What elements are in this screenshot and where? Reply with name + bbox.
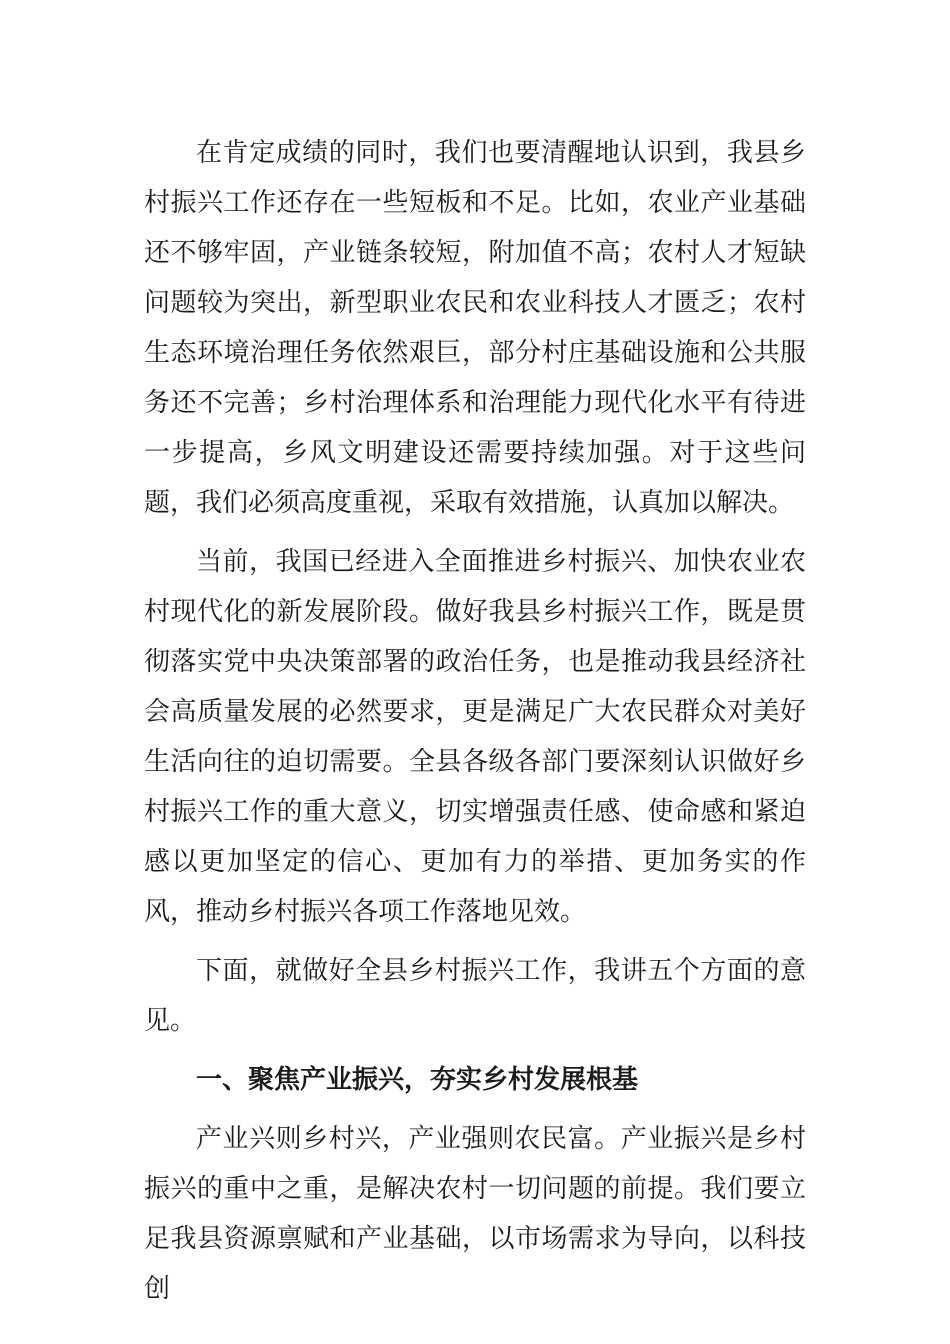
document-body (144, 128, 806, 1314)
paragraph-current-stage: 当前，我国已经进入全面推进乡村振兴、加快农业农村现代化的新发展阶段。做好我县乡村振兴工作，既是贯彻落实党中央决策部署的政治任务，也是推动我县经济社会高质量发展的必然要求，更是满足广大农民群众对美好生活向往的迫切需要。全县各级各部门要深刻认识做好乡村振兴工作的重大意义，切实增强责任感、使命感和紧迫感以更加坚定的信心、更加有力的举措、更加务实的作风，推动乡村振兴各项工作落地见效。 (144, 547, 806, 927)
paragraph-industry: 产业兴则乡村兴，产业强则农民富。产业振兴是乡村振兴的重中之重，是解决农村一切问题的前提。我们要立足我县资源禀赋和产业基础，以市场需求为导向，以科技创 (144, 1124, 806, 1304)
section-heading: 一、聚焦产业振兴，夯实乡村发展根基 (196, 1065, 639, 1095)
paragraph-intro-opinions: 下面，就做好全县乡村振兴工作，我讲五个方面的意见。 (144, 956, 806, 1036)
paragraph-shortcomings: 在肯定成绩的同时，我们也要清醒地认识到，我县乡村振兴工作还存在一些短板和不足。比如，农业产业基础还不够牢固，产业链条较短，附加值不高；农村人才短缺问题较为突出，新型职业农民和农业科技人才匮乏；农村生态环境治理任务依然艰巨，部分村庄基础设施和公共服务还不完善；乡村治理体系和治理能力现代化水平有待进一步提高，乡风文明建设还需要持续加强。对于这些问题，我们必须高度重视，采取有效措施，认真加以解决。 (144, 138, 806, 518)
